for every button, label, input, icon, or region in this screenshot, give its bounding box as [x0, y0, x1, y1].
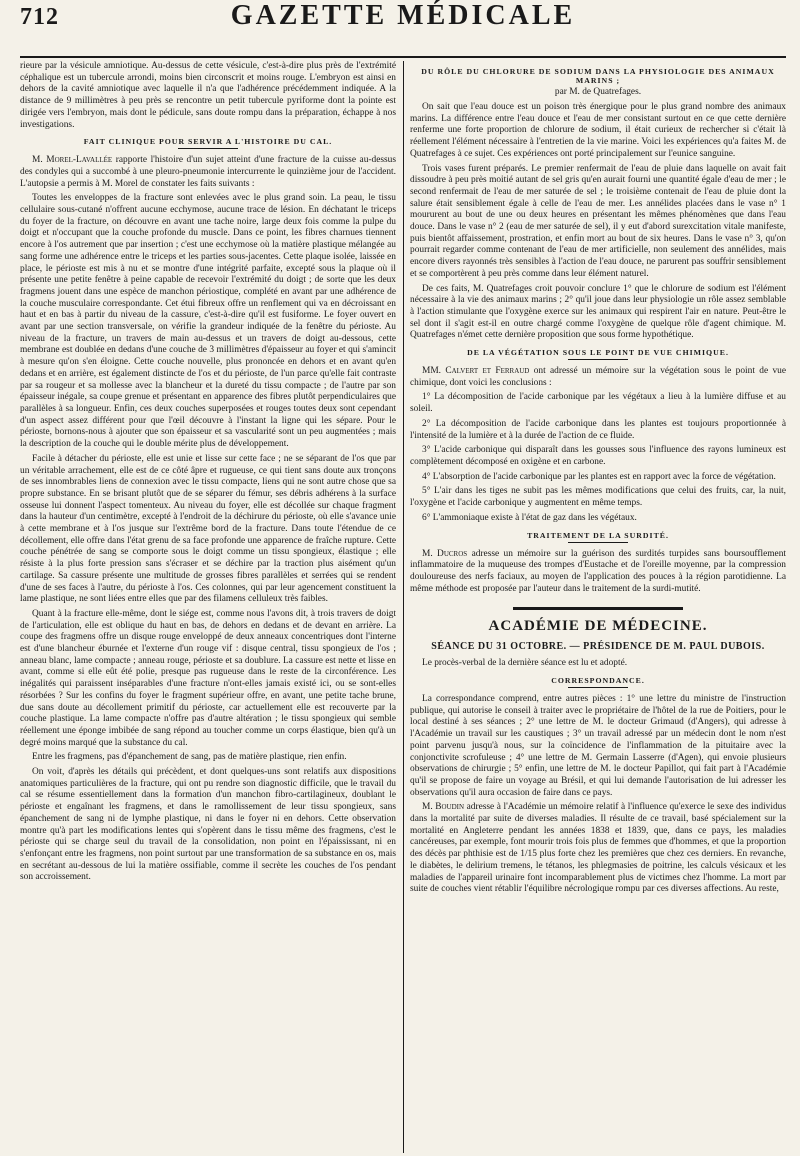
paragraph: La correspondance comprend, entre autres pièces : 1° une lettre du ministre de l'instruction publique, qui autorise le conseil à traiter avec le propriétaire de l'hôtel de la rue de Poitiers, pour le local destiné à ses séances ; 2° une lettre de M. le docteur Grimaud (d'Angers), qui adresse à l'Académie un travail sur les caustiques ; 3° un travail adressé par un médecin dont le nom n'est point parvenu jusqu'à nous, sur la coïncidence de l'inflammation de la pituitaire avec la conjonctivite scrofuleuse ; 4° une lettre de M. Germain Lasserre (d'Agen), qui envoie plusieurs observations de chirurgie ; 5° enfin, une lettre de M. le docteur Papillot, qui fait part à l'Académie qu'il se propose de faire un voyage au Brésil, et qui lui demande l'autorisation de lui adresser les observations qu'il aura occasion de faire dans ce pays.: [410, 694, 786, 798]
paragraph: Trois vases furent préparés. Le premier renfermait de l'eau de pluie dans laquelle on avait fait dissoudre à peu près moitié autant de sel gris qu'en aurait fourni une quantité égale d'eau de mer ; le second renfermait de l'eau de mer saturée de sel ; le troisième contenait de l'eau de pluie dont la salure était sensiblement égale à celle de l'eau de mer. Les annélides placées dans le vase n° 1 moururent au bout de une ou deux heures en présentant les mêmes phénomènes que dans l'eau douce. Dans le vase n° 2 (eau de mer saturée de sel), il y eut d'abord surexcitation vitale manifeste, puis bientôt affaissement, prostration, et enfin mort au bout de six heures. Dans le vase n° 3, qu'on pourrait regarder comme contenant de l'eau de mer artificielle, non seulement des annélides, mais encore divers rayonnés très sensibles à l'action de l'eau douce, ne parurent pas souffrir sensiblement et se comportèrent à peu près comme dans leur élément naturel.: [410, 163, 786, 279]
author-name: M. Morel-Lavallée: [32, 155, 113, 166]
paragraph: MM. Calvert et Ferraud ont adressé un mémoire sur la végétation sous le point de vue chimique, dont voici les conclusions :: [410, 366, 786, 388]
divider: [568, 542, 628, 543]
conclusion-item: 4° L'absorption de l'acide carbonique par les plantes est en rapport avec la force de végétation.: [422, 471, 776, 482]
section-heading: DU RÔLE DU CHLORURE DE SODIUM DANS LA PHYSIOLOGIE DES ANIMAUX MARINS ;: [421, 67, 775, 85]
paragraph: Facile à détacher du périoste, elle est unie et lisse sur cette face ; ne se séparant de l'os que par un véritable arrachement, elle est de ce côté âpre et rugueuse, ce qui tient sans doute aux tronçons de ses innombrables liens de connexion avec le tissu compacte, liens qui ne sont autre chose que sa propre substance. En se brisant plutôt que de se séparer du fémur, ses débris adhérens à la surface osseuse lui donnent l'aspect tomenteux. Au niveau du foyer, elle est décollée sur chaque fragment dans la hauteur d'un centimètre, excepté à l'endroit de la déchirure du périoste, où elle s'avance unie à cette membrane et à l'os jusque sur l'extrême bord de la fracture. Dans toute l'étendue de ce décollement, elle offre dans l'état grenu de sa face profonde une apparence de fraîche rupture. Cette couche pénétrée de sang se comporte sous le doigt comme un tissu spongieux, élastique ; elle résiste à la plus forte pression sans s'écraser et se déchire par la traction plus aisément qu'un cartilage. Sa cassure présente une multitude de grosses fibres parallèles et serrées qui se rendent d'une de ses faces à l'autre, du périoste à l'os. Ces colonnes, qui par leur agencement constituent la lame plastique, ne sont liées entre elles que par des filamens celluleux très faibles.: [20, 453, 396, 605]
academie-heading: ACADÉMIE DE MÉDECINE.: [488, 618, 708, 635]
conclusion-item: 1° La décomposition de l'acide carbonique par les végétaux a lieu à la lumière diffuse et au soleil.: [410, 392, 786, 415]
paragraph: rieure par la vésicule amniotique. Au-dessus de cette vésicule, c'est-à-dire plus près de l'extrémité céphalique est un tubercule arrondi, moins bien circonscrit et moins rouge. L'embryon est ainsi en dehors de la cavité amniotique avec laquelle il n'a que l'adhérence précédemment indiquée. A la distance de 9 millimètres à peu près se rencontre un petit tubercule pyriforme dont la pointe est dirigée vers l'embryon, mais dont le pédicule, sans doute rompu dans la préparation, échappe à nos investigations.: [20, 61, 396, 130]
section-subheading: par M. de Quatrefages.: [554, 87, 642, 97]
section-divider: [513, 607, 683, 610]
section-heading: CORRESPONDANCE.: [551, 676, 645, 686]
paragraph: Le procès-verbal de la dernière séance est lu et adopté.: [422, 658, 628, 669]
masthead: [20, 0, 786, 58]
divider: [568, 687, 628, 688]
paragraph: De ces faits, M. Quatrefages croit pouvoir conclure 1° que le chlorure de sodium est l'élément nécessaire à la vie des animaux marins ; 2° qu'il joue dans leur physiologie un rôle assez semblable à l'action stimulante que l'oxygène exerce sur les animaux qui respirent l'air en nature. Peut-être le sel dont il s'agit est-il en outre chargé comme l'oxygène de quelque rôle d'agent chimique. M. Quatrefages n'émet cette dernière proposition que sous forme hypothétique.: [410, 283, 786, 341]
left-column: [20, 61, 396, 1153]
author-name: M. Boudin: [422, 802, 465, 813]
section-heading: FAIT CLINIQUE POUR SERVIR A L'HISTOIRE DU CAL.: [83, 137, 333, 147]
paragraph: Entre les fragmens, pas d'épanchement de sang, pas de matière plastique, rien enfin.: [32, 752, 347, 763]
section-heading: TRAITEMENT DE LA SURDITÉ.: [527, 530, 669, 540]
seance-heading: SÉANCE DU 31 OCTOBRE. — PRÉSIDENCE DE M. PAUL DUBOIS.: [431, 641, 765, 653]
paragraph: M. Boudin adresse à l'Académie un mémoire relatif à l'influence qu'exerce le sexe des individus dans la mortalité par suite de diverses maladies. Il résulte de ce travail, basé spécialement sur la mortalité en Angleterre pendant les années 1838 et 1839, que, dans ce pays, les maladies cancéreuses, par exemple, font mourir trois fois plus de femmes que d'hommes, et que la proportion des décès par phthisie est de 1/15 plus forte chez les premières que chez ces derniers. En revanche, le diabètes, le delirium tremens, le tétanos, les phlegmasies de poitrine, les calculs vésicaux et les maladies de l'appareil urinaire font incomparablement plus de victimes chez l'homme. La mort par suite de couches vient rétablir l'équilibre nécrologique rompu par ces diverses affections. Au reste,: [410, 802, 786, 895]
conclusion-item: 6° L'ammoniaque existe à l'état de gaz dans les végétaux.: [422, 512, 637, 523]
author-name: MM. Calvert et Ferraud: [422, 366, 530, 377]
page-number: 712: [20, 4, 59, 30]
column-divider: [403, 61, 404, 1153]
divider: [178, 148, 238, 149]
section-heading: DE LA VÉGÉTATION SOUS LE POINT DE VUE CHIMIQUE.: [467, 348, 729, 358]
paragraph: Quant à la fracture elle-même, dont le siége est, comme nous l'avons dit, à trois travers de doigt de l'articulation, elle est oblique du haut en bas, de dehors en dedans et de devant en arrière. La coupe des fragmens offre un disque rouge enveloppé de deux anneaux concentriques dont l'interne est d'une blancheur éburnée et l'externe d'un rouge vif : disque central, tissu spongieux de l'os ; anneau blanc, lame compacte ; anneau rouge, périoste et sa doublure. La cassure est nette et lisse en avant, comme si elle eût été polie, presque pas rugueuse dans le reste de la circonférence. Les inégalités qui paraissent inséparables d'une fracture n'ont-elles jamais existé ici, ou se sont-elles résorbées ? Sur les confins du foyer le fragment supérieur offre, en avant, une petite tache brune, due sans doute au décollement primitif du périoste, car actuellement elle est recouverte par la couche plastique. La lame compacte n'offre pas d'autre altération ; le tissu spongieux qui semble réellement une éponge imbibée de sang répond au toucher comme un corps élastique, bien qu'à un degré moins marqué que la substance du cal.: [20, 608, 396, 748]
paragraph: On sait que l'eau douce est un poison très énergique pour le plus grand nombre des animaux marins. La différence entre l'eau douce et l'eau de mer consistant surtout en ce que cette dernière renferme une forte proportion de chlorure de sodium, il était curieux de rechercher si c'était là réellement l'élément nécessaire à l'entretien de la vie marine. Voici les expériences qu'a faites M. de Quatrefages à ce sujet. Ces expériences ont porté principalement sur l'eunice sanguine.: [410, 102, 786, 159]
conclusion-item: 5° L'air dans les tiges ne subit pas les mêmes modifications que celui des fruits, car, la nuit, l'oxygène et l'acide carbonique y augmentent en même temps.: [410, 486, 786, 509]
page-title: GAZETTE MÉDICALE: [230, 0, 576, 31]
right-column: [410, 61, 786, 1153]
conclusion-item: 2° La décomposition de l'acide carbonique dans les plantes est toujours proportionnée à l'intensité de la lumière et à la durée de l'action de ce fluide.: [410, 418, 786, 441]
paragraph: M. Morel-Lavallée rapporte l'histoire d'un sujet atteint d'une fracture de la cuisse au-dessus des condyles qui a succombé à une pleuro-pneumonie intercurrente le quinzième jour de l'accident. L'autopsie a permis à M. Morel de constater les faits suivants :: [20, 155, 396, 189]
divider: [568, 359, 628, 360]
paragraph: M. Ducros adresse un mémoire sur la guérison des surdités turpides sans boursoufflement inflammatoire de la muqueuse des trompes d'Eustache et de l'oreille moyenne, par la compression douloureuse des nerfs faciaux, au moyen de l'application des pouces à la région parotidienne. La même méthode est proposée par l'auteur dans le traitement de la surdi-mutité.: [410, 548, 786, 594]
author-name: M. Ducros: [422, 548, 468, 559]
conclusion-item: 3° L'acide carbonique qui disparaît dans les gousses sous l'influence des rayons lumineux est complètement décomposé en oxigène et en carbone.: [410, 445, 786, 467]
paragraph: Toutes les enveloppes de la fracture sont enlevées avec le plus grand soin. La peau, le tissu cellulaire sous-cutané n'offrent aucune ecchymose, aucune trace de lésion. En déchatant le triceps du foyer de la fracture, on découvre en avant une tache noire, large deux fois comme la pulpe du doigt et n'occupant que la couche profonde du muscle. Dans ce point, les fibres charnues tiennent encore à l'os autrement que par insertion ; c'est une ecchymose où la matière plastique mélangée au sang forme une adhérence entre le triceps et les parties sous-jacentes. Cette plaque isolée, laissée en place, le périoste est mis à nu et se montre d'une intégrité parfaite, excepté sous la plaque où il présente une petite fenêtre à peine capable de recevoir l'extrémité du doigt ; de sorte que les deux fragmens jouent dans une espèce de manchon périostique, complété en avant par une adhérence de la couche musculaire correspondante. Cet étui fibreux offre un renflement qui va en décroissant en haut et en bas à partir du niveau de la cassure, c'est-à-dire qu'il est fusiforme. Le foyer ouvert en avant par une section transversale, on vérifie la grandeur indiquée de la fenêtre du périoste. Au niveau de la fracture, un travers de main au-dessus et un travers de doigt au-dessous, cette membrane est doublée en dedans d'une couche de 3 millimètres d'épaisseur au foyer et qui s'amincit à mesure qu'on s'en éloigne. Cette couche nouvelle, plus prononcée en dehors et en avant qu'en dedans et en arrière, est également distincte de l'os et du périoste, de l'un parce qu'elle fait contraste par sa rougeur et sa mollesse avec la blancheur et la dureté du tissu compacte ; de l'autre par son épaisseur inégale, sa coupe grenue et présentant en apparence des fibres plutôt perpendiculaires que parallèles à sa longueur. Enfin, ces deux couches superposées et rouges toutes deux sont cependant d'un aspect assez différent pour que l'œil découvre à l'instant la ligne qui les sépare. Pour le périoste, bornons-nous à ajouter que son épaisseur et sa vascularité sont un peu augmentées ; mais la description de la couche qui le double mérite plus de développement.: [20, 193, 396, 450]
columns: [20, 61, 786, 1153]
paragraph: On voit, d'après les détails qui précèdent, et dont quelques-uns sont relatifs aux dispositions anatomiques particulières de la fracture, qui ont pu rendre son diagnostic difficile, que le travail du cal se résume essentiellement dans la formation d'un manchon fibro-cartilagineux, doublant le périoste et engaînant les fragmens, et dans le ramollissement de leur tissu spongieux, sans épanchement de sang ni de lymphe plastique, ni dans le foyer ni en dehors. Cette observation montre qu'à part les modifications lentes qui s'opèrent dans le tissu même des fragmens, c'est le périoste qui se charge seul du travail de la consolidation, non point en l'épaississant, ni en s'enfonçant entre les fragmens, non point surtout par une transformation de sa substance en os, mais en secrétant au-dessous de lui la matière ossifiable, comme il secrète les couches de l'os pendant son accroissement.: [20, 767, 396, 883]
